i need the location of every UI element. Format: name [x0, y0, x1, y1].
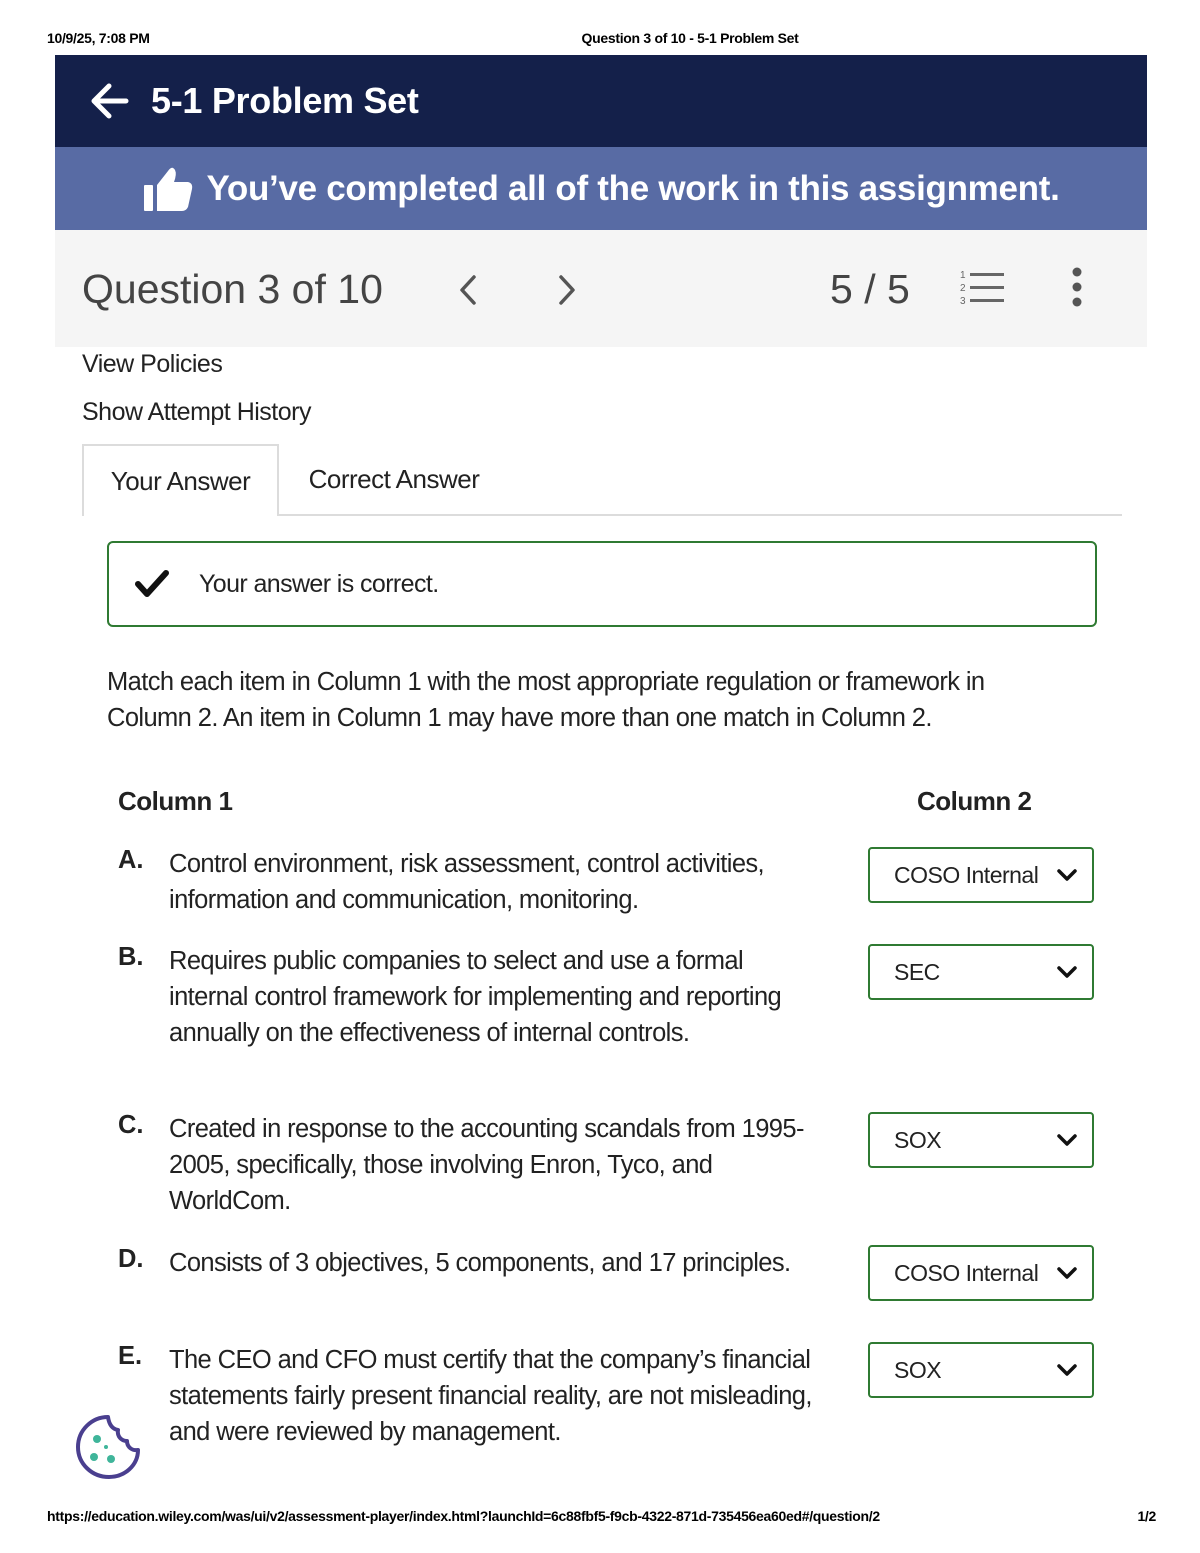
- item-text: Consists of 3 objectives, 5 components, and 17 principles.: [169, 1249, 791, 1277]
- item-letter: B.: [118, 943, 144, 971]
- back-button[interactable]: [87, 79, 131, 123]
- tab-correct-answer[interactable]: Correct Answer: [308, 463, 480, 494]
- match-select-d[interactable]: [868, 1245, 1094, 1301]
- view-policies-link[interactable]: View Policies: [82, 350, 223, 378]
- item-letter: C.: [118, 1111, 144, 1139]
- select-value: SOX: [894, 1127, 942, 1153]
- checkmark-icon: [135, 569, 169, 599]
- item-text: The CEO and CFO must certify that the company’s financial statements fairly present financial reality, are not misleading, and were reviewed by management.: [169, 1346, 812, 1446]
- cookie-settings-icon[interactable]: [72, 1413, 144, 1481]
- arrow-left-icon: [89, 83, 129, 119]
- completion-banner: [55, 147, 1147, 230]
- item-letter: D.: [118, 1245, 144, 1273]
- chevron-down-icon: [1056, 1361, 1078, 1379]
- app-header: [55, 55, 1147, 147]
- question-score: 5 / 5: [830, 266, 910, 312]
- item-text: Requires public companies to select and use a formal internal control framework for implementing and reporting annually on the effectiveness of internal controls.: [169, 947, 782, 1047]
- question-list-icon[interactable]: [960, 268, 1006, 308]
- answer-tabs: [82, 444, 1122, 516]
- result-message: Your answer is correct.: [199, 569, 439, 598]
- print-url: https://education.wiley.com/was/ui/v2/assessment-player/index.html?launchId=6c88fbf5-f9cb-4322-871d-735456ea60ed#/question/2: [47, 1508, 880, 1524]
- result-message-box: [107, 541, 1097, 627]
- match-select-e[interactable]: [868, 1342, 1094, 1398]
- attempt-history-link[interactable]: Show Attempt History: [82, 398, 311, 426]
- tab-your-answer[interactable]: Your Answer: [82, 444, 279, 516]
- question-instructions: Match each item in Column 1 with the most appropriate regulation or framework in Column 2. An item in Column 1 may have more than one match in Column 2.: [107, 668, 985, 732]
- more-options-icon[interactable]: [1065, 266, 1089, 310]
- item-letter: E.: [118, 1342, 143, 1370]
- select-value: SOX: [894, 1357, 942, 1383]
- next-question-button[interactable]: [547, 270, 587, 310]
- chevron-left-icon: [458, 274, 478, 306]
- select-value: COSO Internal: [894, 862, 1039, 888]
- chevron-down-icon: [1056, 1264, 1078, 1282]
- chevron-right-icon: [557, 274, 577, 306]
- completion-message: You’ve completed all of the work in this assignment.: [206, 168, 1060, 208]
- column-2-header: Column 2: [917, 786, 1032, 816]
- previous-question-button[interactable]: [448, 270, 488, 310]
- print-page-number: 1/2: [1137, 1508, 1156, 1524]
- item-text: Control environment, risk assessment, control activities, information and communication, monitoring.: [169, 850, 765, 914]
- assignment-title: 5-1 Problem Set: [151, 80, 419, 121]
- select-value: COSO Internal: [894, 1260, 1039, 1286]
- select-value: SEC: [894, 959, 940, 985]
- svg-text:1: 1: [960, 270, 966, 281]
- thumbs-up-icon: [142, 165, 194, 213]
- question-number: Question 3 of 10: [82, 266, 383, 312]
- svg-text:2: 2: [960, 283, 966, 294]
- item-text: Created in response to the accounting scandals from 1995-2005, specifically, those involving Enron, Tyco, and WorldCom.: [169, 1115, 804, 1215]
- item-letter: A.: [118, 846, 144, 874]
- match-select-b[interactable]: [868, 944, 1094, 1000]
- chevron-down-icon: [1056, 1131, 1078, 1149]
- svg-text:3: 3: [960, 296, 966, 307]
- print-date: 10/9/25, 7:08 PM: [47, 30, 150, 46]
- chevron-down-icon: [1056, 866, 1078, 884]
- match-select-a[interactable]: [868, 847, 1094, 903]
- chevron-down-icon: [1056, 963, 1078, 981]
- print-page-title: Question 3 of 10 - 5-1 Problem Set: [581, 30, 799, 46]
- match-select-c[interactable]: [868, 1112, 1094, 1168]
- question-bar: [55, 230, 1147, 347]
- column-1-header: Column 1: [118, 786, 233, 816]
